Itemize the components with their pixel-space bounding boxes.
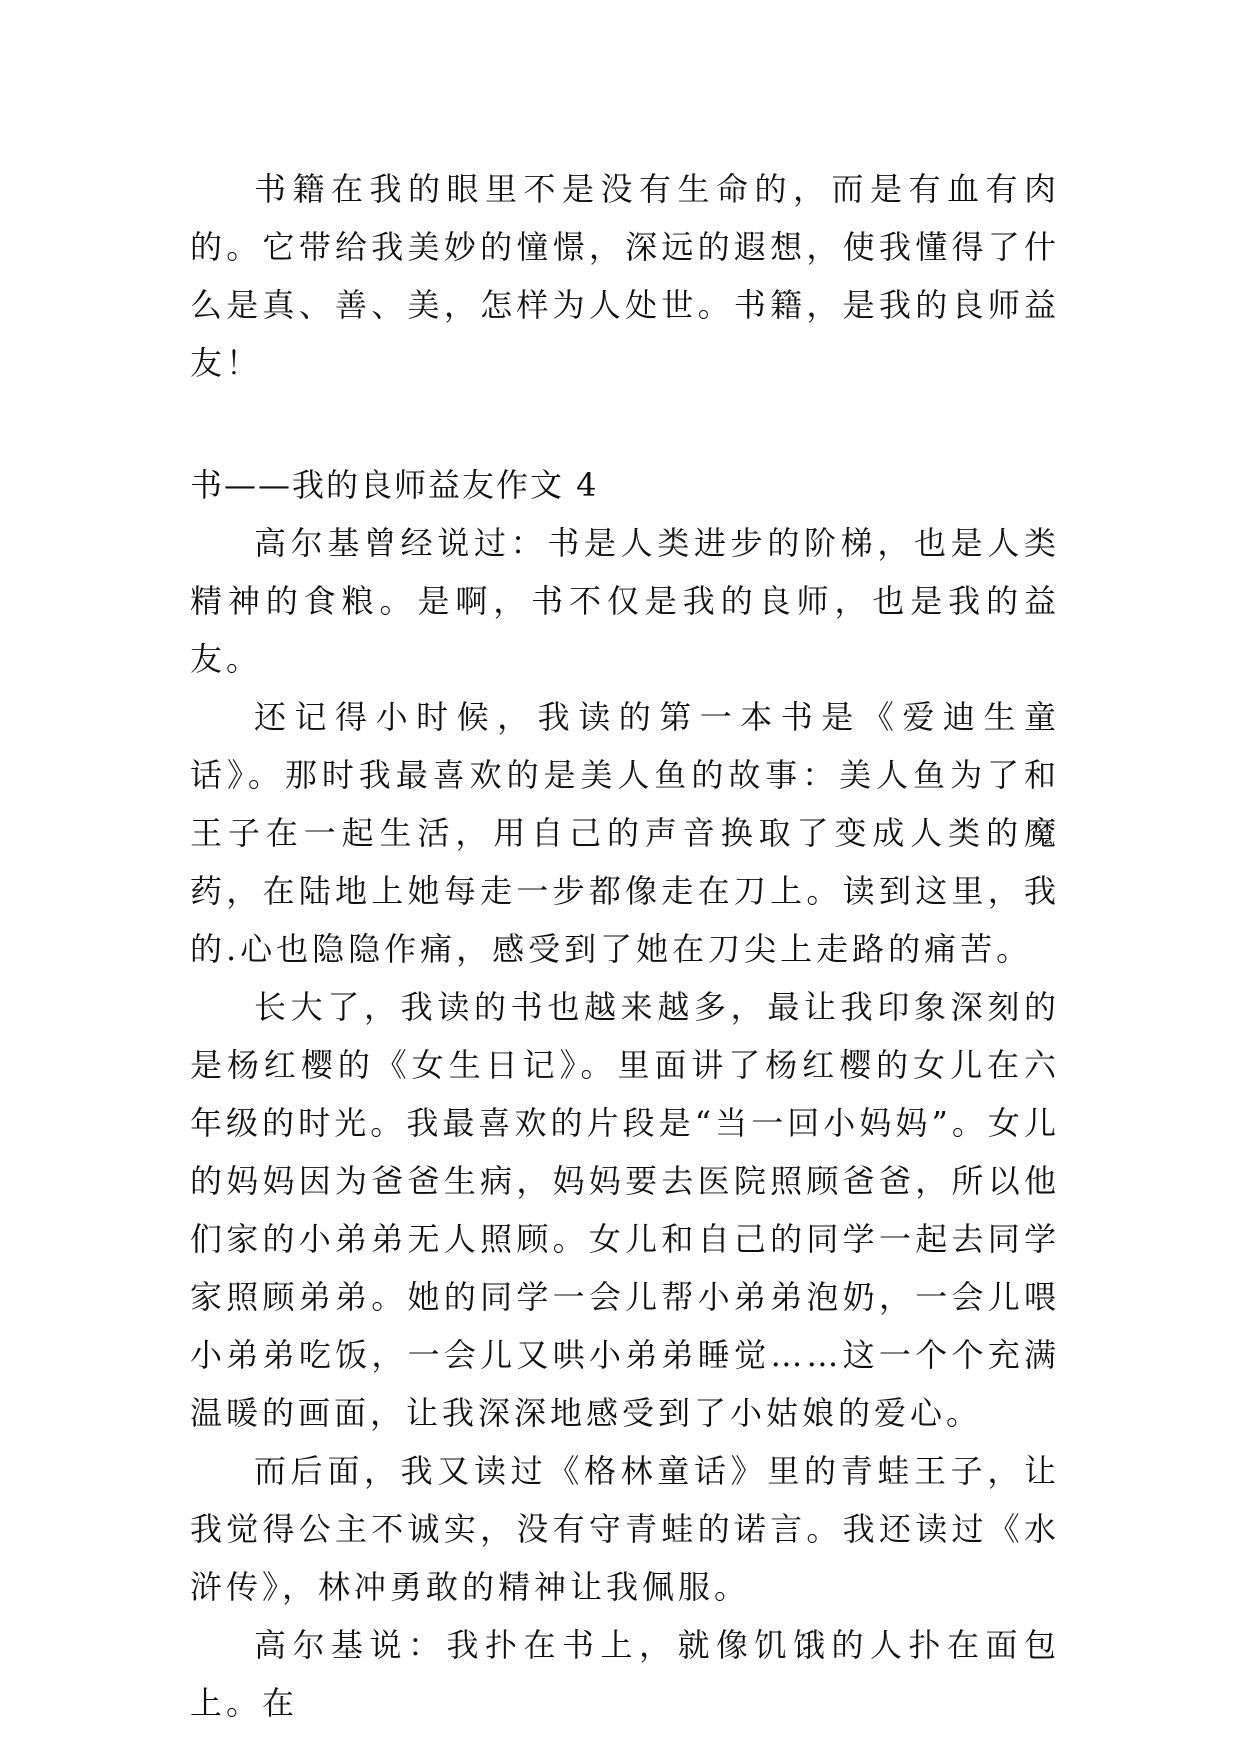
paragraph: 长大了，我读的书也越来越多，最让我印象深刻的是杨红樱的《女生日记》。里面讲了杨红樱的女儿在六年级的时光。我最喜欢的片段是“当一回小妈妈”。女儿的妈妈因为爸爸生病，妈妈要去医院照顾爸爸，所以他们家的小弟弟无人照顾。女儿和自己的同学一起去同学家照顾弟弟。她的同学一会儿帮小弟弟泡奶，一会儿喂小弟弟吃饭，一会儿又哄小弟弟睡觉……这一个个充满温暖的画面，让我深深地感受到了小姑娘的爱心。	[190, 988, 1060, 1432]
paragraph: 书籍在我的眼里不是没有生命的，而是有血有肉的。它带给我美妙的憧憬，深远的遐想，使我懂得了什么是真、善、美，怎样为人处世。书籍，是我的良师益友！	[190, 170, 1060, 382]
section-title: 书——我的良师益友作文 4	[190, 466, 599, 504]
paragraph: 高尔基曾经说过：书是人类进步的阶梯，也是人类精神的食粮。是啊，书不仅是我的良师，也是我的益友。	[190, 524, 1060, 678]
paragraph: 而后面，我又读过《格林童话》里的青蛙王子，让我觉得公主不诚实，没有守青蛙的诺言。我还读过《水浒传》，林冲勇敢的精神让我佩服。	[190, 1452, 1060, 1606]
document-body	[190, 160, 1060, 1732]
paragraph: 高尔基说：我扑在书上，就像饥饿的人扑在面包上。在	[190, 1626, 1060, 1722]
paragraph: 还记得小时候，我读的第一本书是《爱迪生童话》。那时我最喜欢的是美人鱼的故事：美人鱼为了和王子在一起生活，用自己的声音换取了变成人类的魔药，在陆地上她每走一步都像走在刀上。读到这里，我的.心也隐隐作痛，感受到了她在刀尖上走路的痛苦。	[190, 698, 1060, 968]
